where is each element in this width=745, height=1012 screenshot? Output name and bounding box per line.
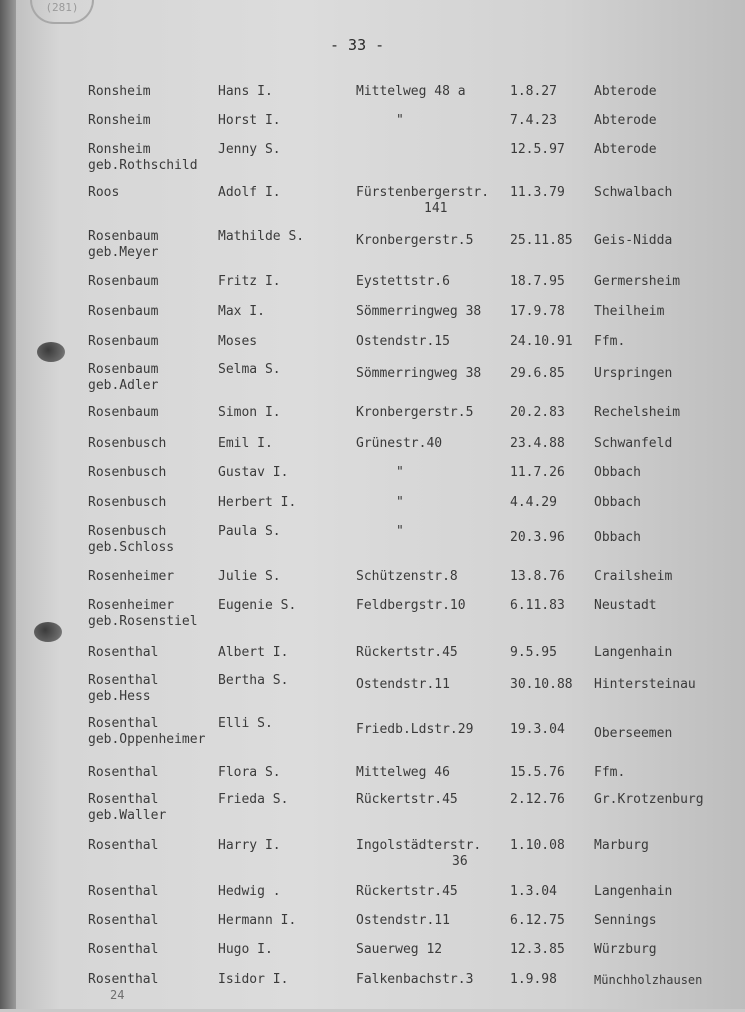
birth-date: 18.7.95 — [510, 274, 565, 289]
ditto-mark: " — [396, 113, 404, 128]
street-address: Friedb.Ldstr.29 — [356, 722, 474, 737]
given-name: Hedwig . — [218, 884, 281, 899]
given-name: Hugo I. — [218, 942, 273, 957]
given-name: Emil I. — [218, 436, 273, 451]
street-address: Mittelweg 48 a — [356, 84, 466, 99]
surname-line: Rosenbaum — [88, 362, 159, 377]
birth-date: 7.4.23 — [510, 113, 557, 128]
birth-date: 30.10.88 — [510, 677, 573, 692]
page-number: - 33 - — [330, 36, 385, 54]
surname-line: Rosenheimer — [88, 598, 175, 613]
birth-place: Germersheim — [594, 274, 681, 289]
birth-date: 12.5.97 — [510, 142, 565, 157]
given-name: Herbert I. — [218, 495, 297, 510]
birth-place: Gr.Krotzenburg — [594, 792, 704, 807]
birth-place: Schwanfeld — [594, 436, 673, 451]
birth-date: 20.2.83 — [510, 405, 565, 420]
surname — [88, 362, 158, 394]
birth-place: Langenhain — [594, 645, 673, 660]
given-name: Moses — [218, 334, 258, 349]
surname: Ronsheim — [88, 84, 151, 99]
birth-place: Ffm. — [594, 334, 626, 349]
birth-place: Sennings — [594, 913, 657, 928]
street-line: Ingolstädterstr. — [356, 838, 482, 853]
birth-place: Abterode — [594, 113, 657, 128]
street-address: Eystettstr.6 — [356, 274, 450, 289]
table-row — [0, 716, 745, 756]
given-name: Max I. — [218, 304, 265, 319]
given-name: Elli S. — [218, 716, 273, 731]
maiden-name: geb.Oppenheimer — [88, 732, 206, 747]
given-name: Horst I. — [218, 113, 281, 128]
given-name: Flora S. — [218, 765, 281, 780]
surname-line: Rosenbusch — [88, 524, 167, 539]
birth-date: 1.8.27 — [510, 84, 557, 99]
birth-place: Urspringen — [594, 366, 673, 381]
birth-date: 13.8.76 — [510, 569, 565, 584]
birth-date: 4.4.29 — [510, 495, 557, 510]
ditto-mark: " — [396, 465, 404, 480]
surname: Rosenthal — [88, 884, 159, 899]
birth-date: 12.3.85 — [510, 942, 565, 957]
maiden-name: geb.Waller — [88, 808, 167, 823]
given-name: Simon I. — [218, 405, 281, 420]
birth-date: 11.3.79 — [510, 185, 565, 200]
table-row — [0, 524, 745, 564]
birth-date: 6.12.75 — [510, 913, 565, 928]
surname-line: Rosenbaum — [88, 229, 159, 244]
table-row — [0, 142, 745, 182]
street-address: Ostendstr.15 — [356, 334, 450, 349]
surname: Rosenbaum — [88, 304, 159, 319]
street-address: Sömmerringweg 38 — [356, 366, 482, 381]
birth-place: Obbach — [594, 495, 641, 510]
table-row — [0, 673, 745, 713]
surname: Rosenbaum — [88, 334, 159, 349]
maiden-name: geb.Meyer — [88, 245, 159, 260]
surname: Rosenthal — [88, 645, 159, 660]
maiden-name: geb.Hess — [88, 689, 151, 704]
maiden-name: geb.Rothschild — [88, 158, 198, 173]
given-name: Jenny S. — [218, 142, 281, 157]
surname — [88, 229, 158, 261]
given-name: Mathilde S. — [218, 229, 305, 244]
street-address: Ostendstr.11 — [356, 913, 450, 928]
birth-place: Schwalbach — [594, 185, 673, 200]
birth-date: 1.10.08 — [510, 838, 565, 853]
table-row — [0, 362, 745, 402]
birth-place: Langenhain — [594, 884, 673, 899]
surname-line: Rosenthal — [88, 673, 159, 688]
street-address: Schützenstr.8 — [356, 569, 458, 584]
birth-date: 23.4.88 — [510, 436, 565, 451]
given-name: Hans I. — [218, 84, 273, 99]
table-row — [0, 792, 745, 832]
street-address: Grünestr.40 — [356, 436, 443, 451]
given-name: Hermann I. — [218, 913, 297, 928]
surname: Rosenthal — [88, 765, 159, 780]
surname: Rosenthal — [88, 838, 159, 853]
birth-place: Hintersteinau — [594, 677, 696, 692]
street-address: Rückertstr.45 — [356, 792, 458, 807]
street-address: Rückertstr.45 — [356, 645, 458, 660]
street-address: Mittelweg 46 — [356, 765, 450, 780]
birth-date: 2.12.76 — [510, 792, 565, 807]
surname — [88, 142, 198, 174]
surname-line: Rosenthal — [88, 716, 159, 731]
archive-stamp: (281) — [30, 0, 94, 24]
birth-date: 25.11.85 — [510, 233, 573, 248]
given-name: Gustav I. — [218, 465, 289, 480]
street-address: Kronbergerstr.5 — [356, 405, 474, 420]
street-address: Falkenbachstr.3 — [356, 972, 474, 987]
surname-line: Ronsheim — [88, 142, 151, 157]
street-address — [356, 838, 481, 870]
given-name: Bertha S. — [218, 673, 289, 688]
birth-date: 11.7.26 — [510, 465, 565, 480]
surname — [88, 598, 198, 630]
surname: Rosenthal — [88, 942, 159, 957]
surname — [88, 792, 166, 824]
street-line: Fürstenbergerstr. — [356, 185, 490, 200]
given-name: Frieda S. — [218, 792, 289, 807]
birth-date: 1.9.98 — [510, 972, 557, 987]
birth-date: 15.5.76 — [510, 765, 565, 780]
given-name: Fritz I. — [218, 274, 281, 289]
surname: Rosenthal — [88, 913, 159, 928]
birth-date: 24.10.91 — [510, 334, 573, 349]
table-row — [0, 838, 745, 878]
birth-date: 6.11.83 — [510, 598, 565, 613]
given-name: Isidor I. — [218, 972, 289, 987]
surname: Rosenheimer — [88, 569, 175, 584]
given-name: Harry I. — [218, 838, 281, 853]
surname: Roos — [88, 185, 120, 200]
surname: Rosenthal — [88, 972, 159, 987]
given-name: Albert I. — [218, 645, 289, 660]
given-name: Eugenie S. — [218, 598, 297, 613]
birth-place: Rechelsheim — [594, 405, 681, 420]
given-name: Julie S. — [218, 569, 281, 584]
birth-date: 9.5.95 — [510, 645, 557, 660]
maiden-name: geb.Schloss — [88, 540, 175, 555]
table-row — [0, 229, 745, 269]
table-row — [0, 185, 745, 225]
birth-place: Obbach — [594, 530, 641, 545]
margin-note: 24 — [110, 988, 125, 1002]
street-address: Feldbergstr.10 — [356, 598, 466, 613]
birth-date: 29.6.85 — [510, 366, 565, 381]
surname: Rosenbusch — [88, 465, 167, 480]
street-address: Sauerweg 12 — [356, 942, 443, 957]
birth-date: 1.3.04 — [510, 884, 557, 899]
surname: Rosenbaum — [88, 405, 159, 420]
birth-place: Obbach — [594, 465, 641, 480]
ditto-mark: " — [396, 495, 404, 510]
surname — [88, 716, 205, 748]
street-address: Sömmerringweg 38 — [356, 304, 482, 319]
birth-place: Geis-Nidda — [594, 233, 673, 248]
birth-place: Crailsheim — [594, 569, 673, 584]
surname: Rosenbusch — [88, 495, 167, 510]
birth-date: 20.3.96 — [510, 530, 565, 545]
street-number: 141 — [424, 201, 448, 216]
surname — [88, 673, 158, 705]
birth-place: Abterode — [594, 142, 657, 157]
surname-line: Rosenthal — [88, 792, 159, 807]
surname — [88, 524, 174, 556]
street-address: Kronbergerstr.5 — [356, 233, 474, 248]
given-name: Selma S. — [218, 362, 281, 377]
birth-place: Ffm. — [594, 765, 626, 780]
table-row — [0, 598, 745, 638]
street-number: 36 — [452, 854, 468, 869]
given-name: Adolf I. — [218, 185, 281, 200]
street-address: Ostendstr.11 — [356, 677, 450, 692]
given-name: Paula S. — [218, 524, 281, 539]
birth-place: Oberseemen — [594, 726, 673, 741]
birth-place: Marburg — [594, 838, 649, 853]
surname: Rosenbusch — [88, 436, 167, 451]
maiden-name: geb.Adler — [88, 378, 159, 393]
birth-place: Münchholzhausen — [594, 973, 703, 987]
birth-place: Würzburg — [594, 942, 657, 957]
street-address — [356, 185, 489, 217]
birth-date: 19.3.04 — [510, 722, 565, 737]
ditto-mark: " — [396, 524, 404, 539]
birth-place: Theilheim — [594, 304, 665, 319]
surname: Rosenbaum — [88, 274, 159, 289]
birth-date: 17.9.78 — [510, 304, 565, 319]
surname: Ronsheim — [88, 113, 151, 128]
maiden-name: geb.Rosenstiel — [88, 614, 198, 629]
birth-place: Neustadt — [594, 598, 657, 613]
birth-place: Abterode — [594, 84, 657, 99]
street-address: Rückertstr.45 — [356, 884, 458, 899]
